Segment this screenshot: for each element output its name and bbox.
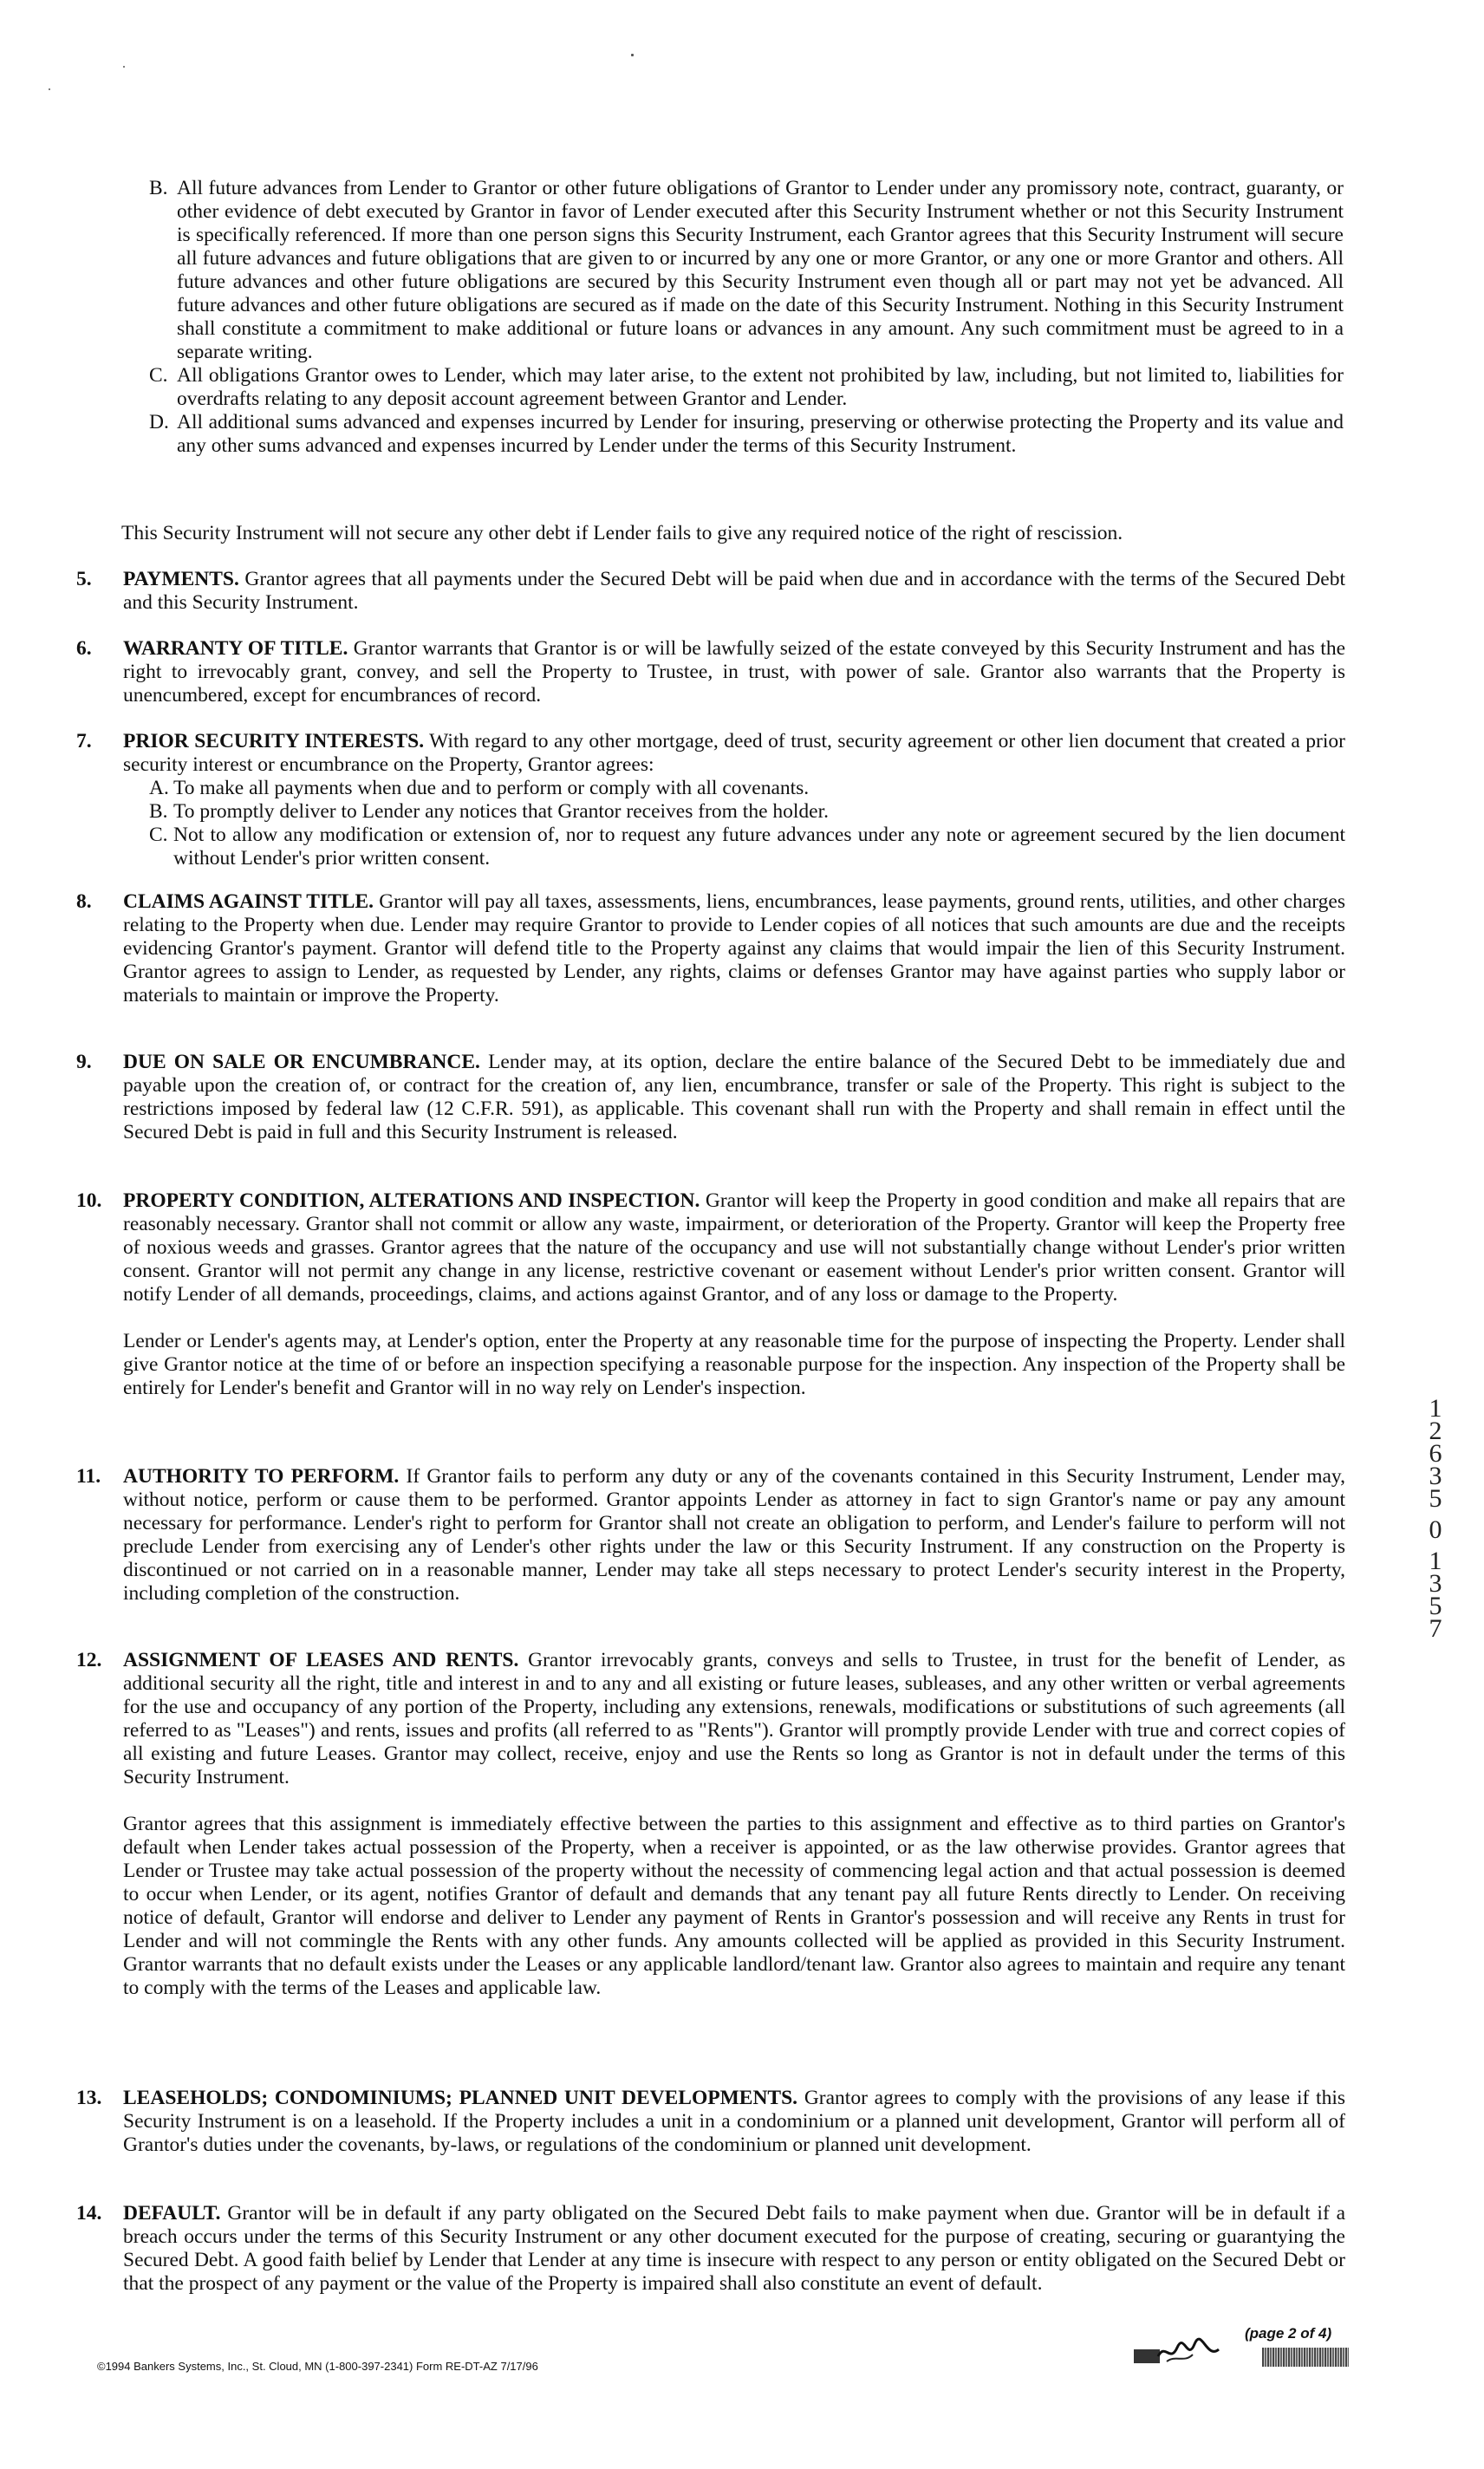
section-12: 12. ASSIGNMENT OF LEASES AND RENTS. Grantor irrevocably grants, conveys and sells to Trustee, in trust for the benefit of Lender, as additional security all the right, title and interest in and to any and all existing or future leases, subleases, and any other written or verbal agreements for the use and occupancy of any portion of the Property, including any extensions, renewals, modifications or substitutions of such agreements (all referred to as "Leases") and rents, issues and profits (all referred to as "Rents"). Grantor will promptly provide Lender with true and correct copies of all existing and future Leases. Grantor may collect, receive, enjoy and use the Rents so long as Grantor is not in default under the terms of this Security Instrument. Grantor agrees that this assignment is immediately effective between the parties to this assignment and effective as to third parties on Grantor's default when Lender takes actual possession of the Property, when a receiver is appointed, or as the law otherwise provides. Grantor agrees that Lender or Trustee may take actual possession of the property without the necessity of commencing legal action and that actual possession is deemed to occur when Lender, or its agent, notifies Grantor of default and demands that any tenant pay all future Rents directly to Lender. On receiving notice of default, Grantor will endorse and deliver to Lender any payment of Rents in Grantor's possession and will receive any Rents in trust for Lender and will not commingle the Rents with any other funds. Any amounts collected will be applied as provided in this Security Instrument. Grantor warrants that no default exists under the Leases or any applicable landlord/tenant law. Grantor also agrees to maintain and require any tenant to comply with the terms of the Leases and applicable law.	[76, 1649, 1346, 1999]
initials-stamp	[1132, 2337, 1222, 2367]
barcode	[1262, 2348, 1349, 2367]
section-5: 5. PAYMENTS. Grantor agrees that all payments under the Secured Debt will be paid when due and in accordance with the terms of the Secured Debt and this Security Instrument.	[76, 568, 1346, 614]
side-recording-number: 1 2 6 3 5 0 1 3 5 7	[1429, 1394, 1442, 1643]
section-14: 14. DEFAULT. Grantor will be in default if any party obligated on the Secured Debt fails to make payment when due. Grantor will be in default if a breach occurs under the terms of this Security Instrument or any other document executed for the purpose of creating, securing or guarantying the Secured Debt. A good faith belief by Lender that Lender at any time is insecure with respect to any person or entity obligated on the Secured Debt or that the prospect of any payment or the value of the Property is impaired shall also constitute an event of default.	[76, 2202, 1346, 2295]
intro-item-d: D. All additional sums advanced and expenses incurred by Lender for insuring, preserving or otherwise protecting the Property and its value and any other sums advanced and expenses incurred by Lender under the terms of this Security Instrument.	[149, 411, 1344, 457]
page-number: (page 2 of 4)	[1245, 2325, 1332, 2342]
scan-speck	[49, 88, 50, 90]
section-heading: DEFAULT.	[123, 2202, 221, 2225]
section-heading: ASSIGNMENT OF LEASES AND RENTS.	[123, 1649, 519, 1671]
section-7-item-b: B. To promptly deliver to Lender any notices that Grantor receives from the holder.	[149, 800, 829, 823]
footer-copyright: ©1994 Bankers Systems, Inc., St. Cloud, MN (1-800-397-2341) Form RE-DT-AZ 7/17/96	[97, 2360, 538, 2373]
section-heading: LEASEHOLDS; CONDOMINIUMS; PLANNED UNIT DEVELOPMENTS.	[123, 2087, 798, 2109]
section-7-item-a: A. To make all payments when due and to perform or comply with all covenants.	[149, 777, 810, 799]
section-heading: PAYMENTS.	[123, 568, 239, 590]
section-7-item-c: C. Not to allow any modification or extension of, nor to request any future advances under any note or agreement secured by the lien document without Lender's prior written consent.	[149, 824, 1345, 870]
section-heading: AUTHORITY TO PERFORM.	[123, 1465, 400, 1488]
section-heading: WARRANTY OF TITLE.	[123, 637, 348, 660]
section-10-extra: Lender or Lender's agents may, at Lender's option, enter the Property at any reasonable time for the purpose of inspecting the Property. Lender shall give Grantor notice at the time of or before an inspection specifying a reasonable purpose for the inspection. Any inspection of the Property shall be entirely for Lender's benefit and Grantor will in no way rely on Lender's inspection.	[123, 1330, 1345, 1399]
section-heading: CLAIMS AGAINST TITLE.	[123, 890, 374, 913]
intro-list	[149, 177, 1344, 458]
intro-closing: This Security Instrument will not secure any other debt if Lender fails to give any required notice of the right of rescission.	[121, 522, 1123, 544]
scan-speck	[631, 54, 634, 56]
section-6: 6. WARRANTY OF TITLE. Grantor warrants that Grantor is or will be lawfully seized of the estate conveyed by this Security Instrument and has the right to irrevocably grant, convey, and sell the Property to Trustee, in trust, with power of sale. Grantor also warrants that the Property is unencumbered, except for encumbrances of record.	[76, 637, 1346, 707]
section-7: 7. PRIOR SECURITY INTERESTS. With regard to any other mortgage, deed of trust, security agreement or other lien document that created a prior security interest or encumbrance on the Property, Grantor agrees: A. To make all payments when due and to perform or comply with all covenants. B. To promptly deliver to Lender any notices that Grantor receives from the holder. C. Not to allow any modification or extension of, nor to request any future advances under any note or agreement secured by the lien document without Lender's prior written consent.	[76, 730, 1345, 870]
section-heading: DUE ON SALE OR ENCUMBRANCE.	[123, 1051, 480, 1073]
scan-speck	[123, 66, 125, 68]
section-heading: PROPERTY CONDITION, ALTERATIONS AND INSPECTION.	[123, 1189, 700, 1212]
section-10: 10. PROPERTY CONDITION, ALTERATIONS AND INSPECTION. Grantor will keep the Property in good condition and make all repairs that are reasonably necessary. Grantor shall not commit or allow any waste, impairment, or deterioration of the Property. Grantor will keep the Property free of noxious weeds and grasses. Grantor agrees that the nature of the occupancy and use will not substantially change without Lender's prior written consent. Grantor will not permit any change in any license, restrictive covenant or easement without Lender's prior written consent. Grantor will notify Lender of all demands, proceedings, claims, and actions against Grantor, and of any loss or damage to the Property. Lender or Lender's agents may, at Lender's option, enter the Property at any reasonable time for the purpose of inspecting the Property. Lender shall give Grantor notice at the time of or before an inspection specifying a reasonable purpose for the inspection. Any inspection of the Property shall be entirely for Lender's benefit and Grantor will in no way rely on Lender's inspection.	[76, 1189, 1345, 1399]
section-12-extra: Grantor agrees that this assignment is immediately effective between the parties to this assignment and effective as to third parties on Grantor's default when Lender takes actual possession of the Property, when a receiver is appointed, or as the law otherwise provides. Grantor agrees that Lender or Trustee may take actual possession of the property without the necessity of commencing legal action and that actual possession is deemed to occur when Lender, or its agent, notifies Grantor of default and demands that any tenant pay all future Rents directly to Lender. On receiving notice of default, Grantor will endorse and deliver to Lender any payment of Rents in Grantor's possession and will receive any Rents in trust for Lender and will not commingle the Rents with any other funds. Any amounts collected will be applied as provided in this Security Instrument. Grantor warrants that no default exists under the Leases or any applicable landlord/tenant law. Grantor also agrees to maintain and require any tenant to comply with the terms of the Leases and applicable law.	[123, 1813, 1345, 1999]
section-11: 11. AUTHORITY TO PERFORM. If Grantor fails to perform any duty or any of the covenants contained in this Security Instrument, Lender may, without notice, perform or cause them to be performed. Grantor appoints Lender as attorney in fact to sign Grantor's name or pay any amount necessary for performance. Lender's right to perform for Grantor shall not create an obligation to perform, and Lender's failure to perform will not preclude Lender from exercising any of Lender's other rights under the law or this Security Instrument. If any construction on the Property is discontinued or not carried on in a reasonable manner, Lender may take all steps necessary to protect Lender's security interest in the Property, including completion of the construction.	[76, 1465, 1346, 1605]
section-8: 8. CLAIMS AGAINST TITLE. Grantor will pay all taxes, assessments, liens, encumbrances, lease payments, ground rents, utilities, and other charges relating to the Property when due. Lender may require Grantor to provide to Lender copies of all notices that such amounts are due and the receipts evidencing Grantor's payment. Grantor will defend title to the Property against any claims that would impair the lien of this Security Instrument. Grantor agrees to assign to Lender, as requested by Lender, any rights, claims or defenses Grantor may have against parties who supply labor or materials to maintain or improve the Property.	[76, 890, 1346, 1006]
intro-item-c: C. All obligations Grantor owes to Lender, which may later arise, to the extent not prohibited by law, including, but not limited to, liabilities for overdrafts relating to any deposit account agreement between Grantor and Lender.	[149, 364, 1344, 410]
section-13: 13. LEASEHOLDS; CONDOMINIUMS; PLANNED UNIT DEVELOPMENTS. Grantor agrees to comply with the provisions of any lease if this Security Instrument is on a leasehold. If the Property includes a unit in a condominium or a planned unit development, Grantor will perform all of Grantor's duties under the covenants, by-laws, or regulations of the condominium or planned unit development.	[76, 2087, 1346, 2156]
section-heading: PRIOR SECURITY INTERESTS.	[123, 730, 425, 752]
intro-item-b: B. All future advances from Lender to Grantor or other future obligations of Grantor to Lender under any promissory note, contract, guaranty, or other evidence of debt executed by Grantor in favor of Lender executed after this Security Instrument whether or not this Security Instrument is specifically referenced. If more than one person signs this Security Instrument, each Grantor agrees that this Security Instrument will secure all future advances and future obligations that are given to or incurred by any one or more Grantor, or any one or more Grantor and others. All future advances and other future obligations are secured by this Security Instrument even though all or part may not yet be advanced. All future advances and other future obligations are secured as if made on the date of this Security Instrument. Nothing in this Security Instrument shall constitute a commitment to make additional or future loans or advances in any amount. Any such commitment must be agreed to in a separate writing.	[149, 177, 1344, 363]
section-9: 9. DUE ON SALE OR ENCUMBRANCE. Lender may, at its option, declare the entire balance of the Secured Debt to be immediately due and payable upon the creation of, or contract for the creation of, any lien, encumbrance, transfer or sale of the Property. This right is subject to the restrictions imposed by federal law (12 C.F.R. 591), as applicable. This covenant shall run with the Property and shall remain in effect until the Secured Debt is paid in full and this Security Instrument is released.	[76, 1051, 1345, 1143]
